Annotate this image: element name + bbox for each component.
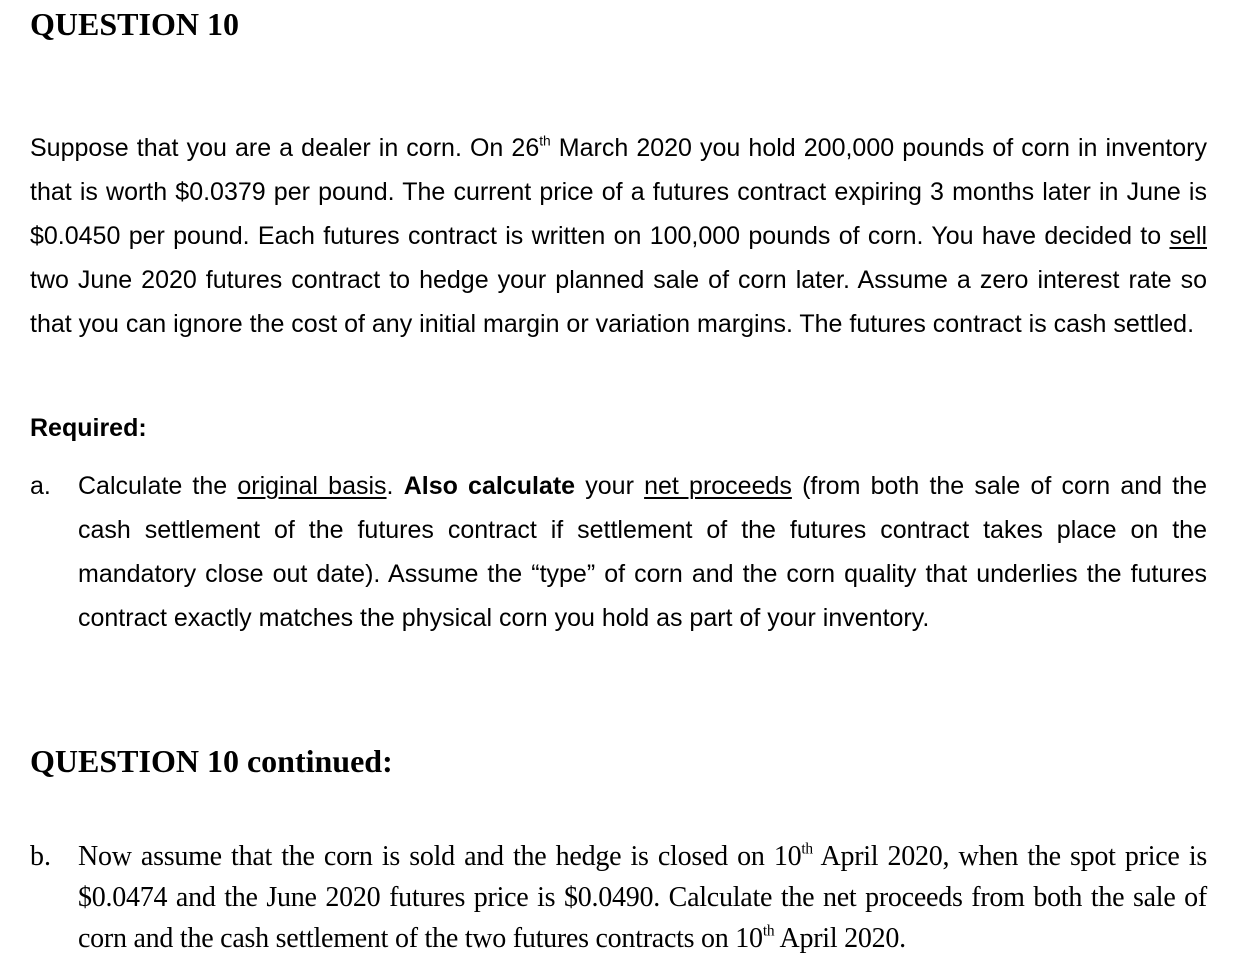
question-intro — [30, 126, 1207, 346]
part-a-segment: . — [386, 472, 404, 500]
part-b-segment: April 2020, when the spot price is $0.0474 and the June 2020 futures price is $0.0490. Calculate the net proceeds from both the sale of corn and the cash settlement of the two futures contracts on 10 — [78, 841, 1207, 954]
part-a-segment: Calculate the — [78, 472, 238, 500]
bold-term-also-calculate: Also calculate — [403, 472, 576, 500]
part-b-marker: b. — [30, 841, 51, 872]
ordinal-suffix: th — [539, 133, 551, 149]
part-a-text — [78, 464, 1207, 640]
part-a-segment: your — [575, 472, 645, 500]
part-a-marker: a. — [30, 472, 51, 500]
question-continued-title: QUESTION 10 continued: — [30, 743, 393, 779]
intro-text: Suppose that you are a dealer in corn. On 26 — [30, 134, 540, 162]
part-b — [30, 836, 1207, 959]
ordinal-suffix: th — [762, 922, 775, 940]
ordinal-suffix: th — [801, 840, 813, 858]
part-b-text — [78, 836, 1207, 959]
part-b-segment: April 2020. — [774, 923, 906, 954]
part-a — [30, 464, 1207, 640]
intro-text: March 2020 you hold 200,000 pounds of corn in inventory that is worth $0.0379 per pound. The current price of a futures contract expiring 3 months later in June is $0.0450 per pound. Each futures contract is written on 100,000 pounds of corn. You have decided to — [30, 134, 1207, 250]
underlined-term-sell: sell — [1169, 222, 1207, 250]
underlined-term-net-proceeds: net proceeds — [644, 472, 792, 500]
required-label: Required: — [30, 414, 147, 442]
question-title: QUESTION 10 — [30, 6, 239, 42]
part-a-segment: (from both the sale of corn and the cash settlement of the futures contract if settlement of the futures contract takes place on the mandatory close out date). Assume the “type” of corn and the corn quality that underlies the futures contract exactly matches the physical corn you hold as part of your inventory. — [78, 472, 1207, 632]
intro-text: two June 2020 futures contract to hedge your planned sale of corn later. Assume a zero interest rate so that you can ignore the cost of any initial margin or variation margins. The futures contract is cash settled. — [30, 266, 1207, 338]
underlined-term-original-basis: original basis — [237, 472, 387, 500]
part-b-segment: Now assume that the corn is sold and the hedge is closed on 10 — [78, 841, 802, 872]
